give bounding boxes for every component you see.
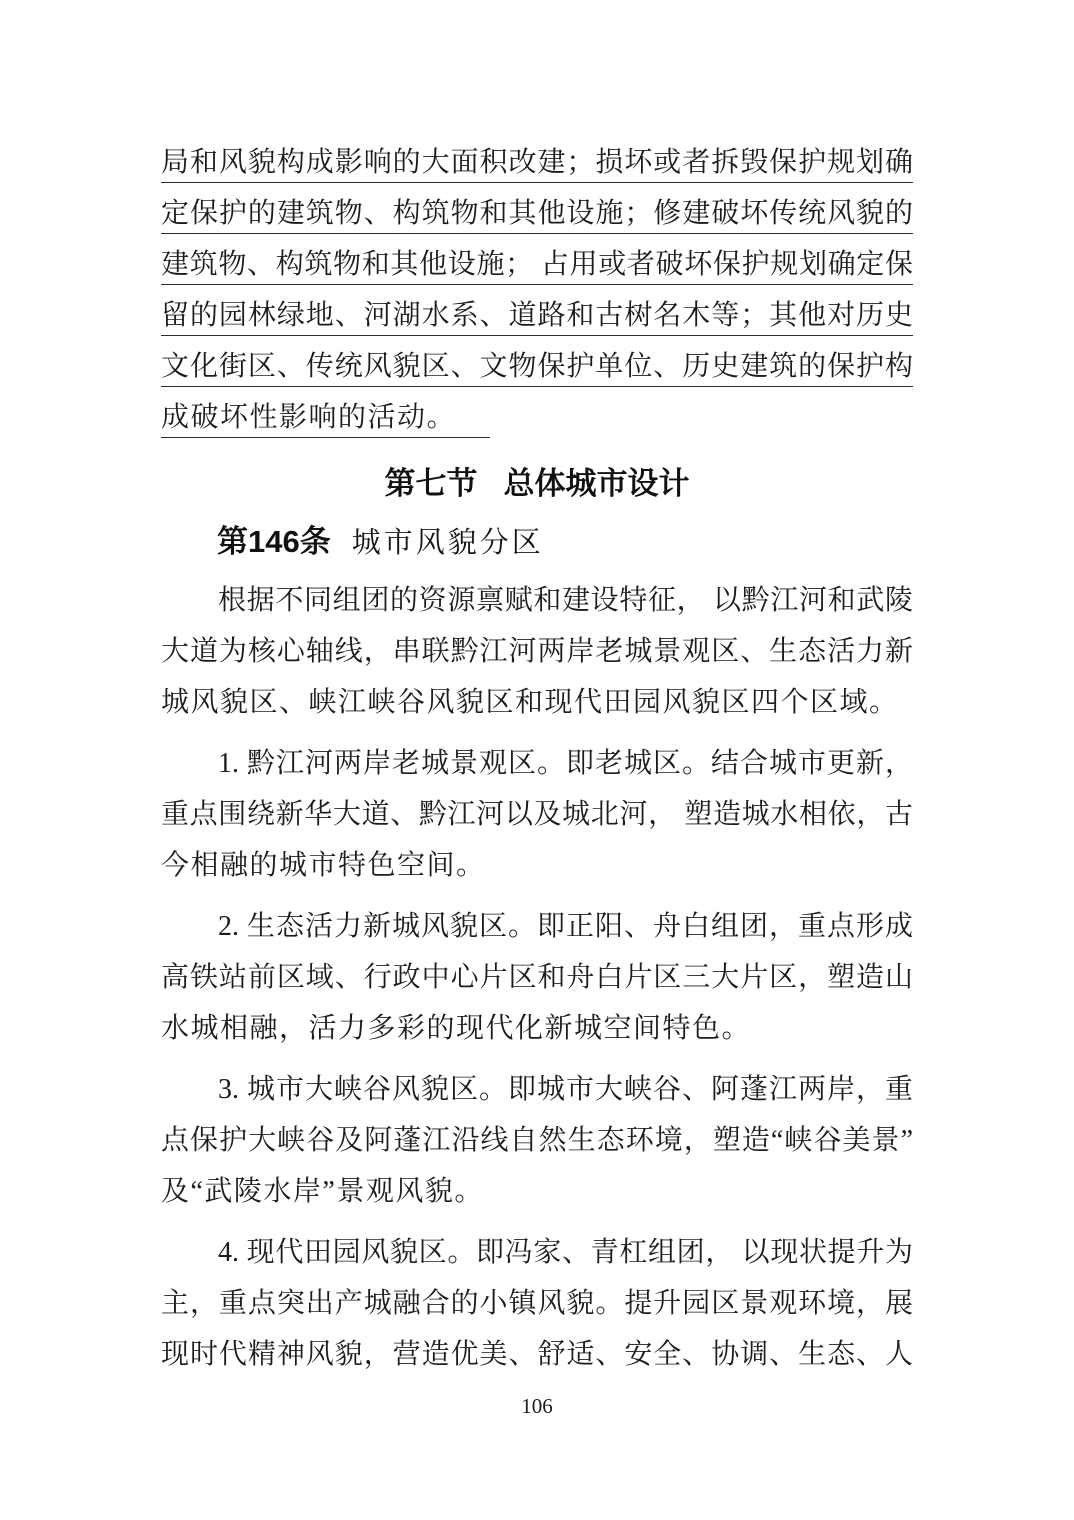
doc-line [161, 789, 913, 840]
doc-line [161, 575, 913, 626]
doc-line [161, 341, 913, 392]
doc-line [161, 1115, 913, 1166]
intro-paragraph [161, 575, 913, 728]
doc-line [161, 901, 913, 952]
doc-line [161, 1278, 913, 1329]
section-heading [161, 458, 913, 509]
doc-line-text: 城风貌区、峡江峡谷风貌区和现代田园风貌区四个区域。 [161, 687, 899, 718]
doc-line [161, 840, 913, 891]
article-heading [161, 516, 913, 567]
list-item-3 [161, 1064, 913, 1217]
doc-line [161, 952, 913, 1003]
doc-line-text: 建筑物、构筑物和其他设施； 占用或者破坏保护规划确定保 [161, 249, 913, 285]
doc-line [161, 677, 913, 728]
doc-line-text: 3. 城市大峡谷风貌区。即城市大峡谷、阿蓬江两岸，重 [218, 1074, 913, 1105]
doc-line-text: 重点围绕新华大道、黔江河以及城北河， 塑造城水相依，古 [161, 799, 913, 830]
list-item-4 [161, 1227, 913, 1380]
doc-line-text: 现时代精神风貌，营造优美、舒适、安全、协调、生态、人 [161, 1339, 913, 1370]
doc-line [161, 1166, 913, 1217]
section-title: 总体城市设计 [503, 466, 690, 501]
doc-line-text: 今相融的城市特色空间。 [161, 850, 486, 881]
doc-line-text: 留的园林绿地、河湖水系、道路和古树名木等；其他对历史 [161, 300, 913, 336]
doc-line [161, 1064, 913, 1115]
doc-line-text: 大道为核心轴线，串联黔江河两岸老城景观区、生态活力新 [161, 636, 913, 667]
doc-line-text: 局和风貌构成影响的大面积改建；损坏或者拆毁保护规划确 [161, 147, 913, 183]
doc-line [161, 188, 913, 239]
doc-line [161, 738, 913, 789]
article-title: 城市风貌分区 [351, 527, 544, 559]
doc-line-text: 1. 黔江河两岸老城景观区。即老城区。结合城市更新， [218, 748, 913, 779]
list-item-1 [161, 738, 913, 891]
page-number: 106 [521, 1394, 553, 1418]
doc-line-text: 点保护大峡谷及阿蓬江沿线自然生态环境，塑造“峡谷美景” [161, 1125, 913, 1156]
list-item-2 [161, 901, 913, 1054]
doc-line [161, 1227, 913, 1278]
doc-line [161, 239, 913, 290]
doc-line [161, 392, 913, 443]
doc-line-text: 水城相融，活力多彩的现代化新城空间特色。 [161, 1013, 752, 1044]
doc-line-text: 主，重点突出产城融合的小镇风貌。提升园区景观环境，展 [161, 1288, 913, 1319]
section-number: 第七节 [384, 466, 478, 501]
doc-line [161, 1003, 913, 1054]
doc-line [161, 1329, 913, 1380]
doc-line-text: 高铁站前区域、行政中心片区和舟白片区三大片区，塑造山 [161, 962, 913, 993]
doc-line-text: 及“武陵水岸”景观风貌。 [161, 1176, 484, 1207]
doc-line-text: 成破坏性影响的活动。 [161, 402, 490, 438]
page-body [161, 137, 913, 1380]
doc-line-text: 根据不同组团的资源禀赋和建设特征， 以黔江河和武陵 [218, 585, 913, 616]
doc-line-text: 4. 现代田园风貌区。即冯家、青杠组团， 以现状提升为 [218, 1237, 913, 1268]
doc-line [161, 290, 913, 341]
doc-line-text: 文化街区、传统风貌区、文物保护单位、历史建筑的保护构 [161, 351, 913, 387]
doc-line [161, 626, 913, 677]
continuation-paragraph [161, 137, 913, 443]
doc-line-text: 2. 生态活力新城风貌区。即正阳、舟白组团，重点形成 [218, 911, 913, 942]
article-number: 第146条 [217, 524, 331, 559]
doc-line-text: 定保护的建筑物、构筑物和其他设施；修建破坏传统风貌的 [161, 198, 913, 234]
doc-line [161, 137, 913, 188]
